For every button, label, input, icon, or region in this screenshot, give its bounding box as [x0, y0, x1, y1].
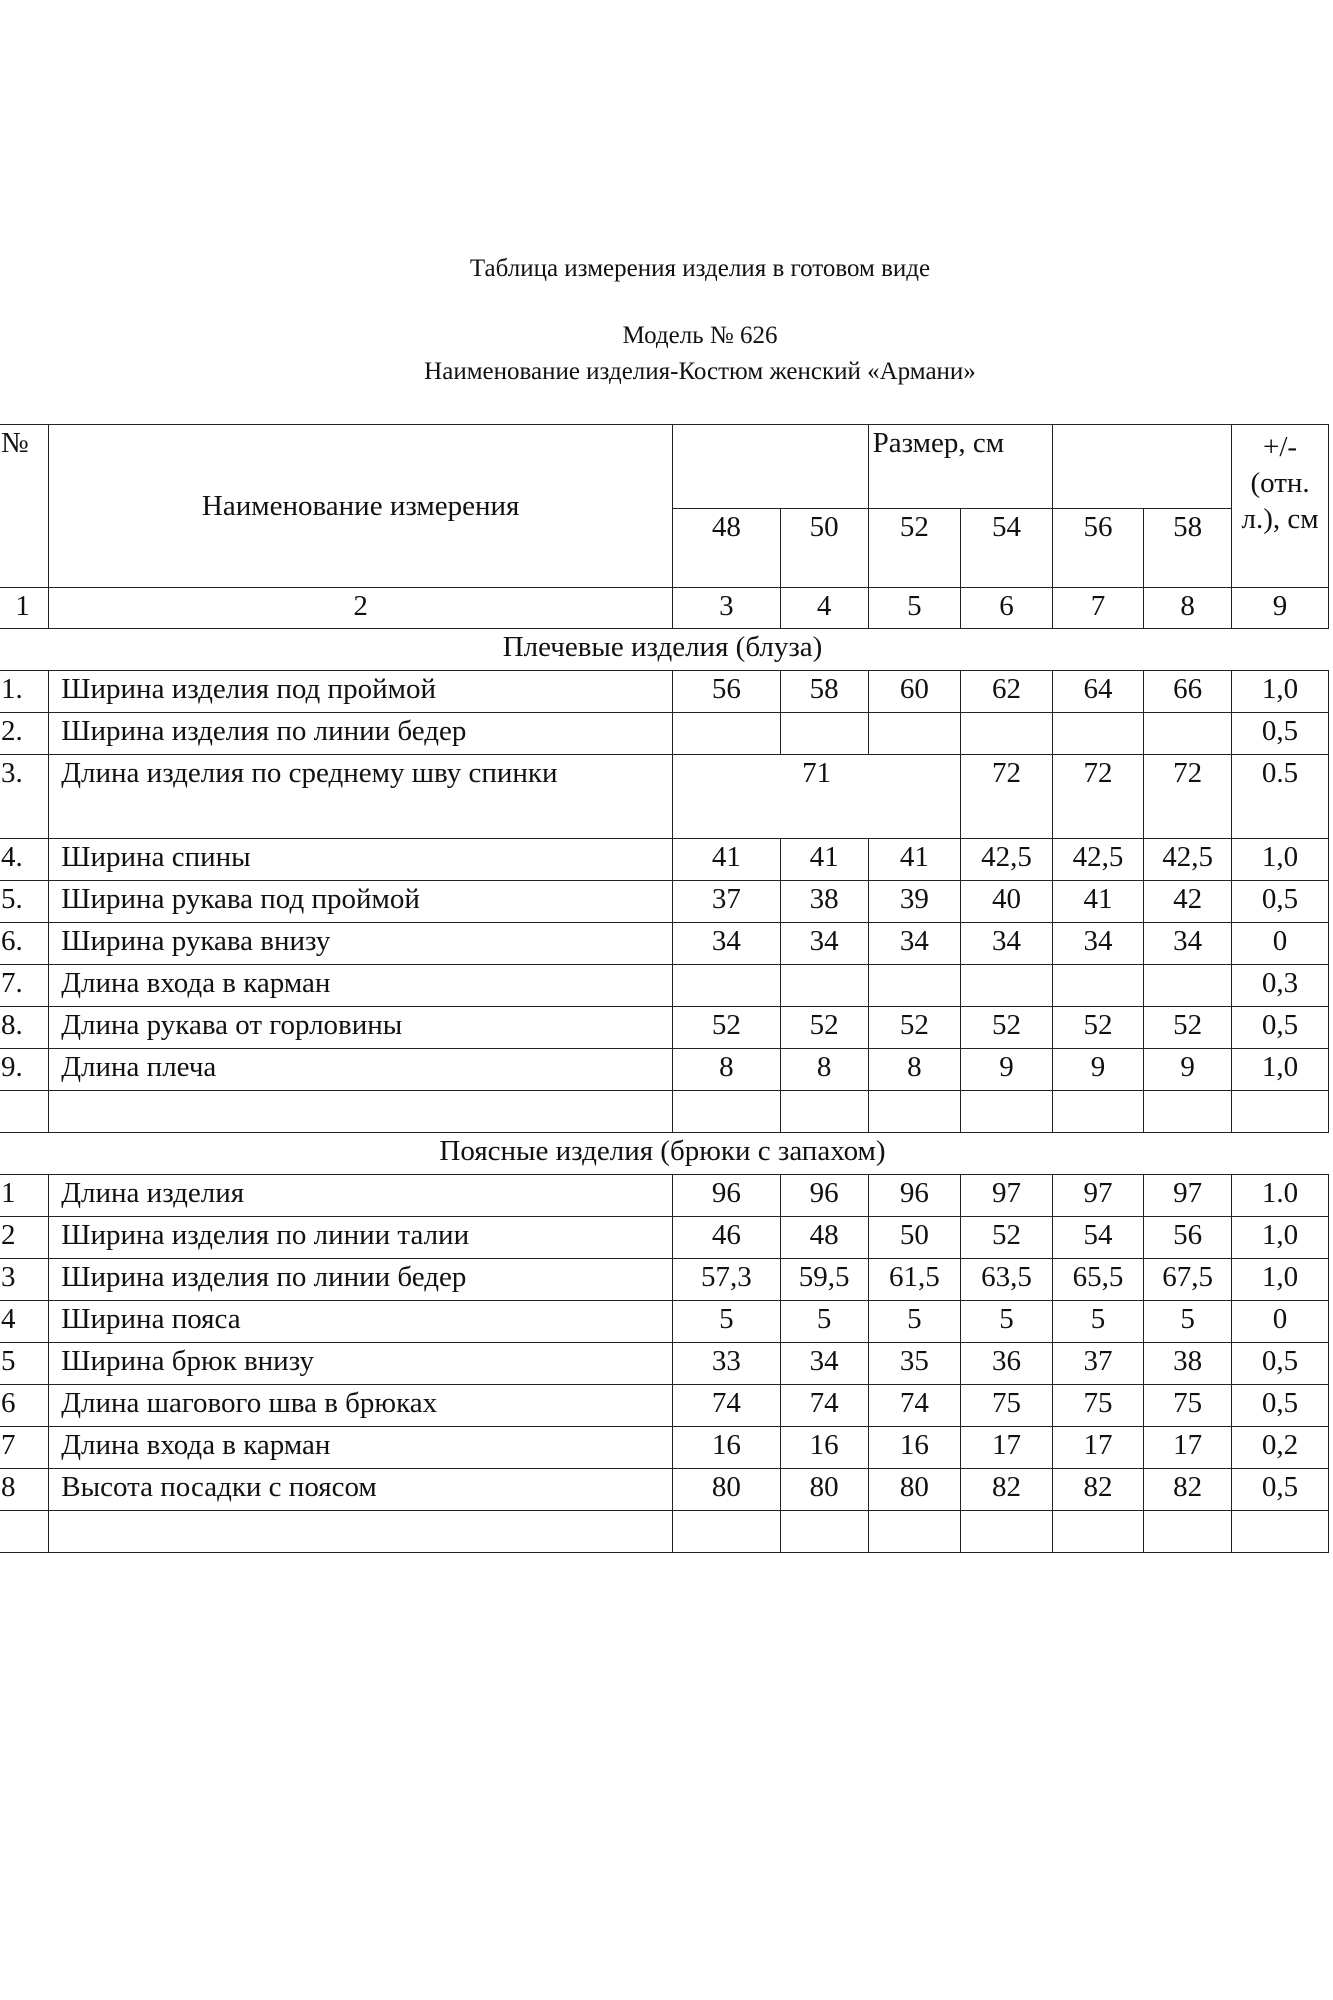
- tolerance-value: 1,0: [1232, 839, 1329, 881]
- size-value: 50: [868, 1217, 961, 1259]
- empty-cell: [961, 1511, 1053, 1553]
- size-value: 72: [1052, 755, 1143, 839]
- measurement-name: Длина входа в карман: [49, 965, 673, 1007]
- size-value: [868, 965, 961, 1007]
- table-row: [0, 1007, 1329, 1049]
- section-row: [0, 629, 1329, 671]
- row-number: 5: [0, 1343, 49, 1385]
- size-value: 75: [961, 1385, 1053, 1427]
- size-value: 17: [1052, 1427, 1143, 1469]
- merged-value: 71: [673, 755, 961, 839]
- empty-row: [0, 1511, 1329, 1553]
- size-value: 34: [1052, 923, 1143, 965]
- size-value: 72: [1144, 755, 1232, 839]
- measurement-name: Ширина изделия по линии бедер: [49, 713, 673, 755]
- size-value: 9: [1144, 1049, 1232, 1091]
- size-value: 17: [1144, 1427, 1232, 1469]
- row-number: 8: [0, 1469, 49, 1511]
- tolerance-value: 1,0: [1232, 1259, 1329, 1301]
- size-value: 36: [961, 1343, 1053, 1385]
- table-row: [0, 1217, 1329, 1259]
- size-value: 5: [961, 1301, 1053, 1343]
- column-number: 3: [673, 588, 781, 629]
- size-header: 50: [780, 509, 868, 588]
- size-value: 38: [1144, 1343, 1232, 1385]
- column-numbers-row: [0, 588, 1329, 629]
- size-value: 34: [780, 1343, 868, 1385]
- size-header: 48: [673, 509, 781, 588]
- measurement-name: Длина шагового шва в брюках: [49, 1385, 673, 1427]
- size-header: 54: [961, 509, 1053, 588]
- size-value: 17: [961, 1427, 1053, 1469]
- table-row: [0, 965, 1329, 1007]
- size-value: 96: [673, 1175, 781, 1217]
- size-value: 82: [961, 1469, 1053, 1511]
- size-value: 52: [1052, 1007, 1143, 1049]
- size-value: 48: [780, 1217, 868, 1259]
- row-number: 5.: [0, 881, 49, 923]
- size-value: 52: [673, 1007, 781, 1049]
- measurement-name: Ширина брюк внизу: [49, 1343, 673, 1385]
- column-number: 8: [1144, 588, 1232, 629]
- size-value: 61,5: [868, 1259, 961, 1301]
- size-value: 16: [673, 1427, 781, 1469]
- row-number: 2: [0, 1217, 49, 1259]
- measurement-name: Длина изделия: [49, 1175, 673, 1217]
- measurement-name: Ширина пояса: [49, 1301, 673, 1343]
- empty-cell: [780, 1091, 868, 1133]
- size-value: 58: [780, 671, 868, 713]
- table-row: [0, 713, 1329, 755]
- size-value: 42: [1144, 881, 1232, 923]
- table-row: [0, 1469, 1329, 1511]
- empty-cell: [780, 1511, 868, 1553]
- tolerance-value: 0,2: [1232, 1427, 1329, 1469]
- size-value: 96: [780, 1175, 868, 1217]
- measurement-name: Длина изделия по среднему шву спинки: [49, 755, 673, 839]
- size-value: 9: [961, 1049, 1053, 1091]
- table-row: [0, 881, 1329, 923]
- tolerance-value: 0.5: [1232, 755, 1329, 839]
- tolerance-value: 0,5: [1232, 1469, 1329, 1511]
- size-value: 34: [780, 923, 868, 965]
- section-row: [0, 1133, 1329, 1175]
- size-value: [780, 713, 868, 755]
- size-value: 80: [780, 1469, 868, 1511]
- size-value: 54: [1052, 1217, 1143, 1259]
- size-value: 5: [1144, 1301, 1232, 1343]
- table-row: [0, 1301, 1329, 1343]
- measurement-name: Ширина спины: [49, 839, 673, 881]
- size-value: 35: [868, 1343, 961, 1385]
- tolerance-value: 0,3: [1232, 965, 1329, 1007]
- size-value: 34: [1144, 923, 1232, 965]
- tolerance-value: 1,0: [1232, 1049, 1329, 1091]
- empty-row: [0, 1091, 1329, 1133]
- tolerance-value: 0,5: [1232, 881, 1329, 923]
- empty-cell: [961, 1091, 1053, 1133]
- row-number: 8.: [0, 1007, 49, 1049]
- size-value: 74: [780, 1385, 868, 1427]
- size-value: 63,5: [961, 1259, 1053, 1301]
- measurement-name: Ширина рукава под проймой: [49, 881, 673, 923]
- size-value: 64: [1052, 671, 1143, 713]
- size-header: 58: [1144, 509, 1232, 588]
- header-size-blank: [1052, 425, 1231, 509]
- size-value: 97: [1144, 1175, 1232, 1217]
- header-name: Наименование измерения: [49, 425, 673, 588]
- row-number: 4: [0, 1301, 49, 1343]
- empty-cell: [868, 1511, 961, 1553]
- size-value: 97: [961, 1175, 1053, 1217]
- column-number: 1: [0, 588, 49, 629]
- table-row: [0, 1175, 1329, 1217]
- tolerance-value: 0: [1232, 1301, 1329, 1343]
- size-value: 34: [961, 923, 1053, 965]
- size-value: [868, 713, 961, 755]
- size-value: 16: [868, 1427, 961, 1469]
- size-value: 41: [1052, 881, 1143, 923]
- empty-cell: [1232, 1091, 1329, 1133]
- size-value: 52: [961, 1007, 1053, 1049]
- size-value: [961, 965, 1053, 1007]
- size-header: 52: [868, 509, 961, 588]
- size-value: [673, 965, 781, 1007]
- tolerance-value: 1,0: [1232, 1217, 1329, 1259]
- column-number: 9: [1232, 588, 1329, 629]
- size-value: 5: [673, 1301, 781, 1343]
- size-value: 5: [868, 1301, 961, 1343]
- table-row: [0, 1259, 1329, 1301]
- size-value: 60: [868, 671, 961, 713]
- row-number: 1.: [0, 671, 49, 713]
- row-number: 7.: [0, 965, 49, 1007]
- size-value: 80: [868, 1469, 961, 1511]
- table-row: [0, 923, 1329, 965]
- size-value: 75: [1052, 1385, 1143, 1427]
- row-number: 3: [0, 1259, 49, 1301]
- header-size: Размер, см: [868, 425, 1052, 509]
- section-title: Поясные изделия (брюки с запахом): [0, 1133, 1329, 1175]
- size-value: 8: [780, 1049, 868, 1091]
- size-value: 52: [1144, 1007, 1232, 1049]
- row-number: 4.: [0, 839, 49, 881]
- empty-cell: [673, 1511, 781, 1553]
- table-row: [0, 671, 1329, 713]
- row-number: 3.: [0, 755, 49, 839]
- size-value: 96: [868, 1175, 961, 1217]
- size-value: 39: [868, 881, 961, 923]
- size-value: 8: [673, 1049, 781, 1091]
- size-value: 9: [1052, 1049, 1143, 1091]
- size-value: 56: [1144, 1217, 1232, 1259]
- empty-cell: [673, 1091, 781, 1133]
- column-number: 4: [780, 588, 868, 629]
- measurement-name: Ширина изделия по линии бедер: [49, 1259, 673, 1301]
- row-number: 6: [0, 1385, 49, 1427]
- size-value: [1052, 713, 1143, 755]
- size-value: 34: [673, 923, 781, 965]
- size-value: 42,5: [1144, 839, 1232, 881]
- column-number: 6: [961, 588, 1053, 629]
- size-value: 75: [1144, 1385, 1232, 1427]
- size-value: 82: [1052, 1469, 1143, 1511]
- size-value: 72: [961, 755, 1053, 839]
- tolerance-value: 0,5: [1232, 1007, 1329, 1049]
- size-value: 40: [961, 881, 1053, 923]
- table-row: [0, 839, 1329, 881]
- table-row: [0, 1049, 1329, 1091]
- row-number: 7: [0, 1427, 49, 1469]
- tolerance-value: 0,5: [1232, 713, 1329, 755]
- empty-cell: [1144, 1511, 1232, 1553]
- size-value: 67,5: [1144, 1259, 1232, 1301]
- size-value: 37: [1052, 1343, 1143, 1385]
- size-value: [673, 713, 781, 755]
- size-value: 5: [1052, 1301, 1143, 1343]
- size-value: 52: [780, 1007, 868, 1049]
- table-row: [0, 1427, 1329, 1469]
- size-value: 5: [780, 1301, 868, 1343]
- model-number: Модель № 626: [622, 322, 778, 349]
- size-value: 8: [868, 1049, 961, 1091]
- row-number: 2.: [0, 713, 49, 755]
- size-value: 41: [780, 839, 868, 881]
- table-row: [0, 755, 1329, 839]
- size-value: [1144, 713, 1232, 755]
- size-value: 34: [868, 923, 961, 965]
- column-number: 5: [868, 588, 961, 629]
- size-value: 41: [868, 839, 961, 881]
- size-value: [780, 965, 868, 1007]
- measurement-table: [0, 424, 1329, 1553]
- size-value: [961, 713, 1053, 755]
- header-no: №: [0, 425, 49, 588]
- size-value: 38: [780, 881, 868, 923]
- size-value: 97: [1052, 1175, 1143, 1217]
- empty-cell: [0, 1091, 49, 1133]
- measurement-name: Ширина изделия под проймой: [49, 671, 673, 713]
- empty-cell: [1052, 1091, 1143, 1133]
- document-title: Таблица измерения изделия в готовом виде: [469, 255, 931, 282]
- section-title: Плечевые изделия (блуза): [0, 629, 1329, 671]
- tolerance-value: 1.0: [1232, 1175, 1329, 1217]
- header-size-blank: [673, 425, 869, 509]
- size-value: 80: [673, 1469, 781, 1511]
- size-value: 42,5: [961, 839, 1053, 881]
- measurement-name: Длина рукава от горловины: [49, 1007, 673, 1049]
- size-value: 74: [868, 1385, 961, 1427]
- size-value: 16: [780, 1427, 868, 1469]
- row-number: 9.: [0, 1049, 49, 1091]
- tolerance-value: 0,5: [1232, 1385, 1329, 1427]
- empty-cell: [1144, 1091, 1232, 1133]
- size-value: 33: [673, 1343, 781, 1385]
- size-value: 65,5: [1052, 1259, 1143, 1301]
- size-value: 52: [961, 1217, 1053, 1259]
- column-number: 2: [49, 588, 673, 629]
- empty-cell: [0, 1511, 49, 1553]
- size-value: 66: [1144, 671, 1232, 713]
- measurement-name: Длина плеча: [49, 1049, 673, 1091]
- size-value: 59,5: [780, 1259, 868, 1301]
- size-value: 37: [673, 881, 781, 923]
- tolerance-value: 1,0: [1232, 671, 1329, 713]
- empty-cell: [1052, 1511, 1143, 1553]
- size-value: 56: [673, 671, 781, 713]
- tolerance-value: 0,5: [1232, 1343, 1329, 1385]
- size-value: 52: [868, 1007, 961, 1049]
- size-value: 57,3: [673, 1259, 781, 1301]
- product-name: Наименование изделия-Костюм женский «Армани»: [424, 358, 976, 385]
- empty-cell: [49, 1511, 673, 1553]
- size-value: [1144, 965, 1232, 1007]
- empty-cell: [1232, 1511, 1329, 1553]
- table-row: [0, 1385, 1329, 1427]
- header-row: [0, 425, 1329, 509]
- size-value: 62: [961, 671, 1053, 713]
- size-value: 42,5: [1052, 839, 1143, 881]
- column-number: 7: [1052, 588, 1143, 629]
- header-tolerance: +/- (отн. л.), см: [1232, 425, 1329, 588]
- measurement-name: Длина входа в карман: [49, 1427, 673, 1469]
- empty-cell: [868, 1091, 961, 1133]
- row-number: 1: [0, 1175, 49, 1217]
- row-number: 6.: [0, 923, 49, 965]
- size-value: 41: [673, 839, 781, 881]
- size-value: [1052, 965, 1143, 1007]
- table-row: [0, 1343, 1329, 1385]
- size-value: 82: [1144, 1469, 1232, 1511]
- measurement-name: Высота посадки с поясом: [49, 1469, 673, 1511]
- measurement-name: Ширина рукава внизу: [49, 923, 673, 965]
- empty-cell: [49, 1091, 673, 1133]
- measurement-name: Ширина изделия по линии талии: [49, 1217, 673, 1259]
- size-header: 56: [1052, 509, 1143, 588]
- size-value: 74: [673, 1385, 781, 1427]
- tolerance-value: 0: [1232, 923, 1329, 965]
- size-value: 46: [673, 1217, 781, 1259]
